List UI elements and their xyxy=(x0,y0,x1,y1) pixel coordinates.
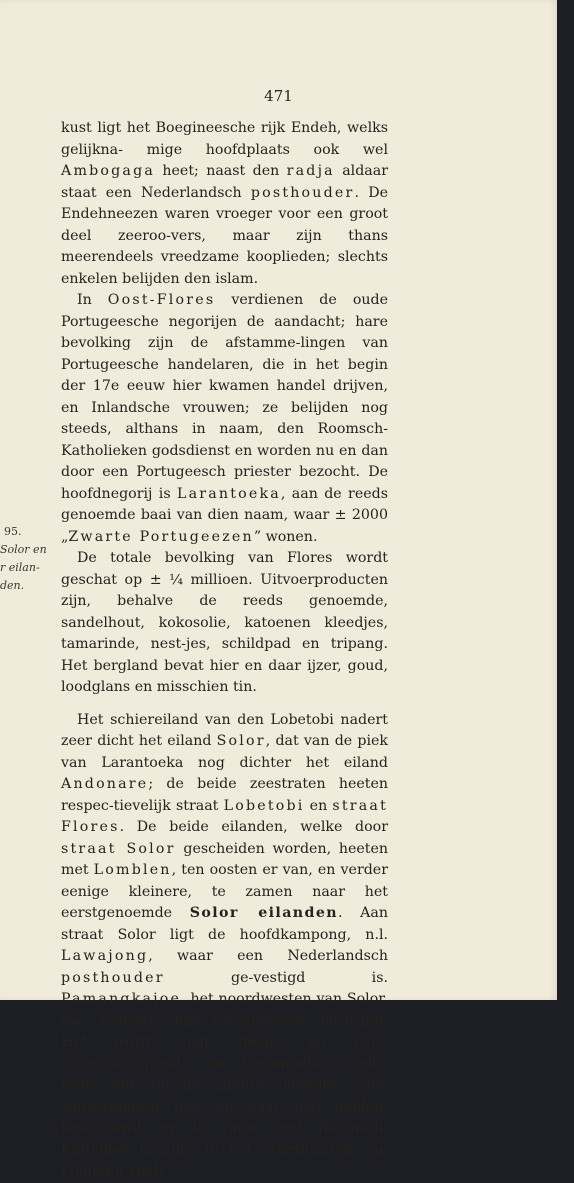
paragraph-endeh: kust ligt het Boegineesche rijk Endeh, welks gelijkna- mige hoofdplaats ook wel Ambogaga heet; naast den radja aldaar staat een Nederlandsch posthouder. De Endehneezen waren vroeger voor een groot deel zeeroo-vers, maar zijn thans meerendeels vreedzame kooplieden; slechts enkelen belijden den islam. xyxy=(61,120,388,287)
paragraph-oost-flores: In Oost-Flores verdienen de oude Portugeesche negorijen de aandacht; hare bevolking zijn de afstamme-lingen van Portugeesche handelaren, die in het begin der 17e eeuw hier kwamen handel drijven, en Inlandsche vrouwen; ze belijden nog steeds, althans in naam, den Roomsch-Katholieken godsdienst en worden nu en dan door een Portugeesch priester bezocht. De hoofdnegorij is Larantoeka, aan de reeds genoemde baai van dien naam, waar ± 2000 „Zwarte Portugeezen” wonen. xyxy=(61,292,388,545)
bold-term: Solor eilanden xyxy=(189,905,338,921)
margin-note-number: 95. xyxy=(4,525,22,538)
paragraph-solor: Het schiereiland van den Lobetobi nadert zeer dicht het eiland Solor, dat van de piek van Larantoeka nog dichter het eiland Andonare; de beide zeestraten heeten respec-tievelijk straat Lobetobi en straat Flores. De beide eilanden, welke door straat Solor gescheiden worden, heeten met Lomblen, ten oosten er van, en verder eenige kleinere, te zamen naar het eerstgenoemde Solor eilanden. Aan straat Solor ligt de hoofdkampong, n.l. Lawajong, waar een Nederlandsch posthouder ge-vestigd is. Pamangkajoe, het noordwesten van Solor, was vroeger eene Portugeesche bezitting. Het wordt nog steeds als eene onderhoorigheid van Larantoeka, welks radja ook op de andere eilanden zijne souvereiniteit hier en daar laat gelden, beschouwd en de vorst heet Roomsch-Katholiek te zijn. In het noordoosten van Lomblen vindt xyxy=(61,711,388,1179)
spaced-term: Lobetobi xyxy=(223,797,305,814)
spaced-term: posthouder xyxy=(61,969,165,986)
margin-note xyxy=(0,523,50,595)
spaced-term: posthouder xyxy=(250,184,355,201)
spaced-term: Lawajong xyxy=(61,948,149,964)
spaced-term: Lomblen xyxy=(93,862,172,878)
spaced-term: Oost-Flores xyxy=(107,292,216,308)
spaced-term: Solor xyxy=(216,733,266,749)
spaced-term: Pamangkajoe xyxy=(61,991,182,1007)
spaced-term: radja xyxy=(286,163,335,179)
spaced-term: straat Solor xyxy=(61,840,176,857)
page-number: 471 xyxy=(264,87,293,105)
spaced-term: Ambogaga xyxy=(61,163,156,179)
spaced-term: Andonare xyxy=(61,776,149,792)
spaced-term: Larantoeka xyxy=(176,485,281,502)
margin-note-line: r eilan- xyxy=(0,561,40,574)
margin-note-line: den. xyxy=(0,579,25,592)
margin-note-line: Solor en xyxy=(0,543,47,556)
paragraph-population: De totale bevolking van Flores wordt geschat op ± ¼ millioen. Uitvoerproducten zijn, behalve de reeds genoemde, sandelhout, kokosolie, katoenen kleedjes, tamarinde, nest-jes, schildpad en tripang. Het bergland bevat hier en daar ijzer, goud, loodglans en misschien tin. xyxy=(61,550,388,695)
spaced-term: Zwarte Portugeezen xyxy=(68,528,254,545)
spaced-term: straat Flores xyxy=(61,797,388,835)
body-text xyxy=(61,118,388,1183)
